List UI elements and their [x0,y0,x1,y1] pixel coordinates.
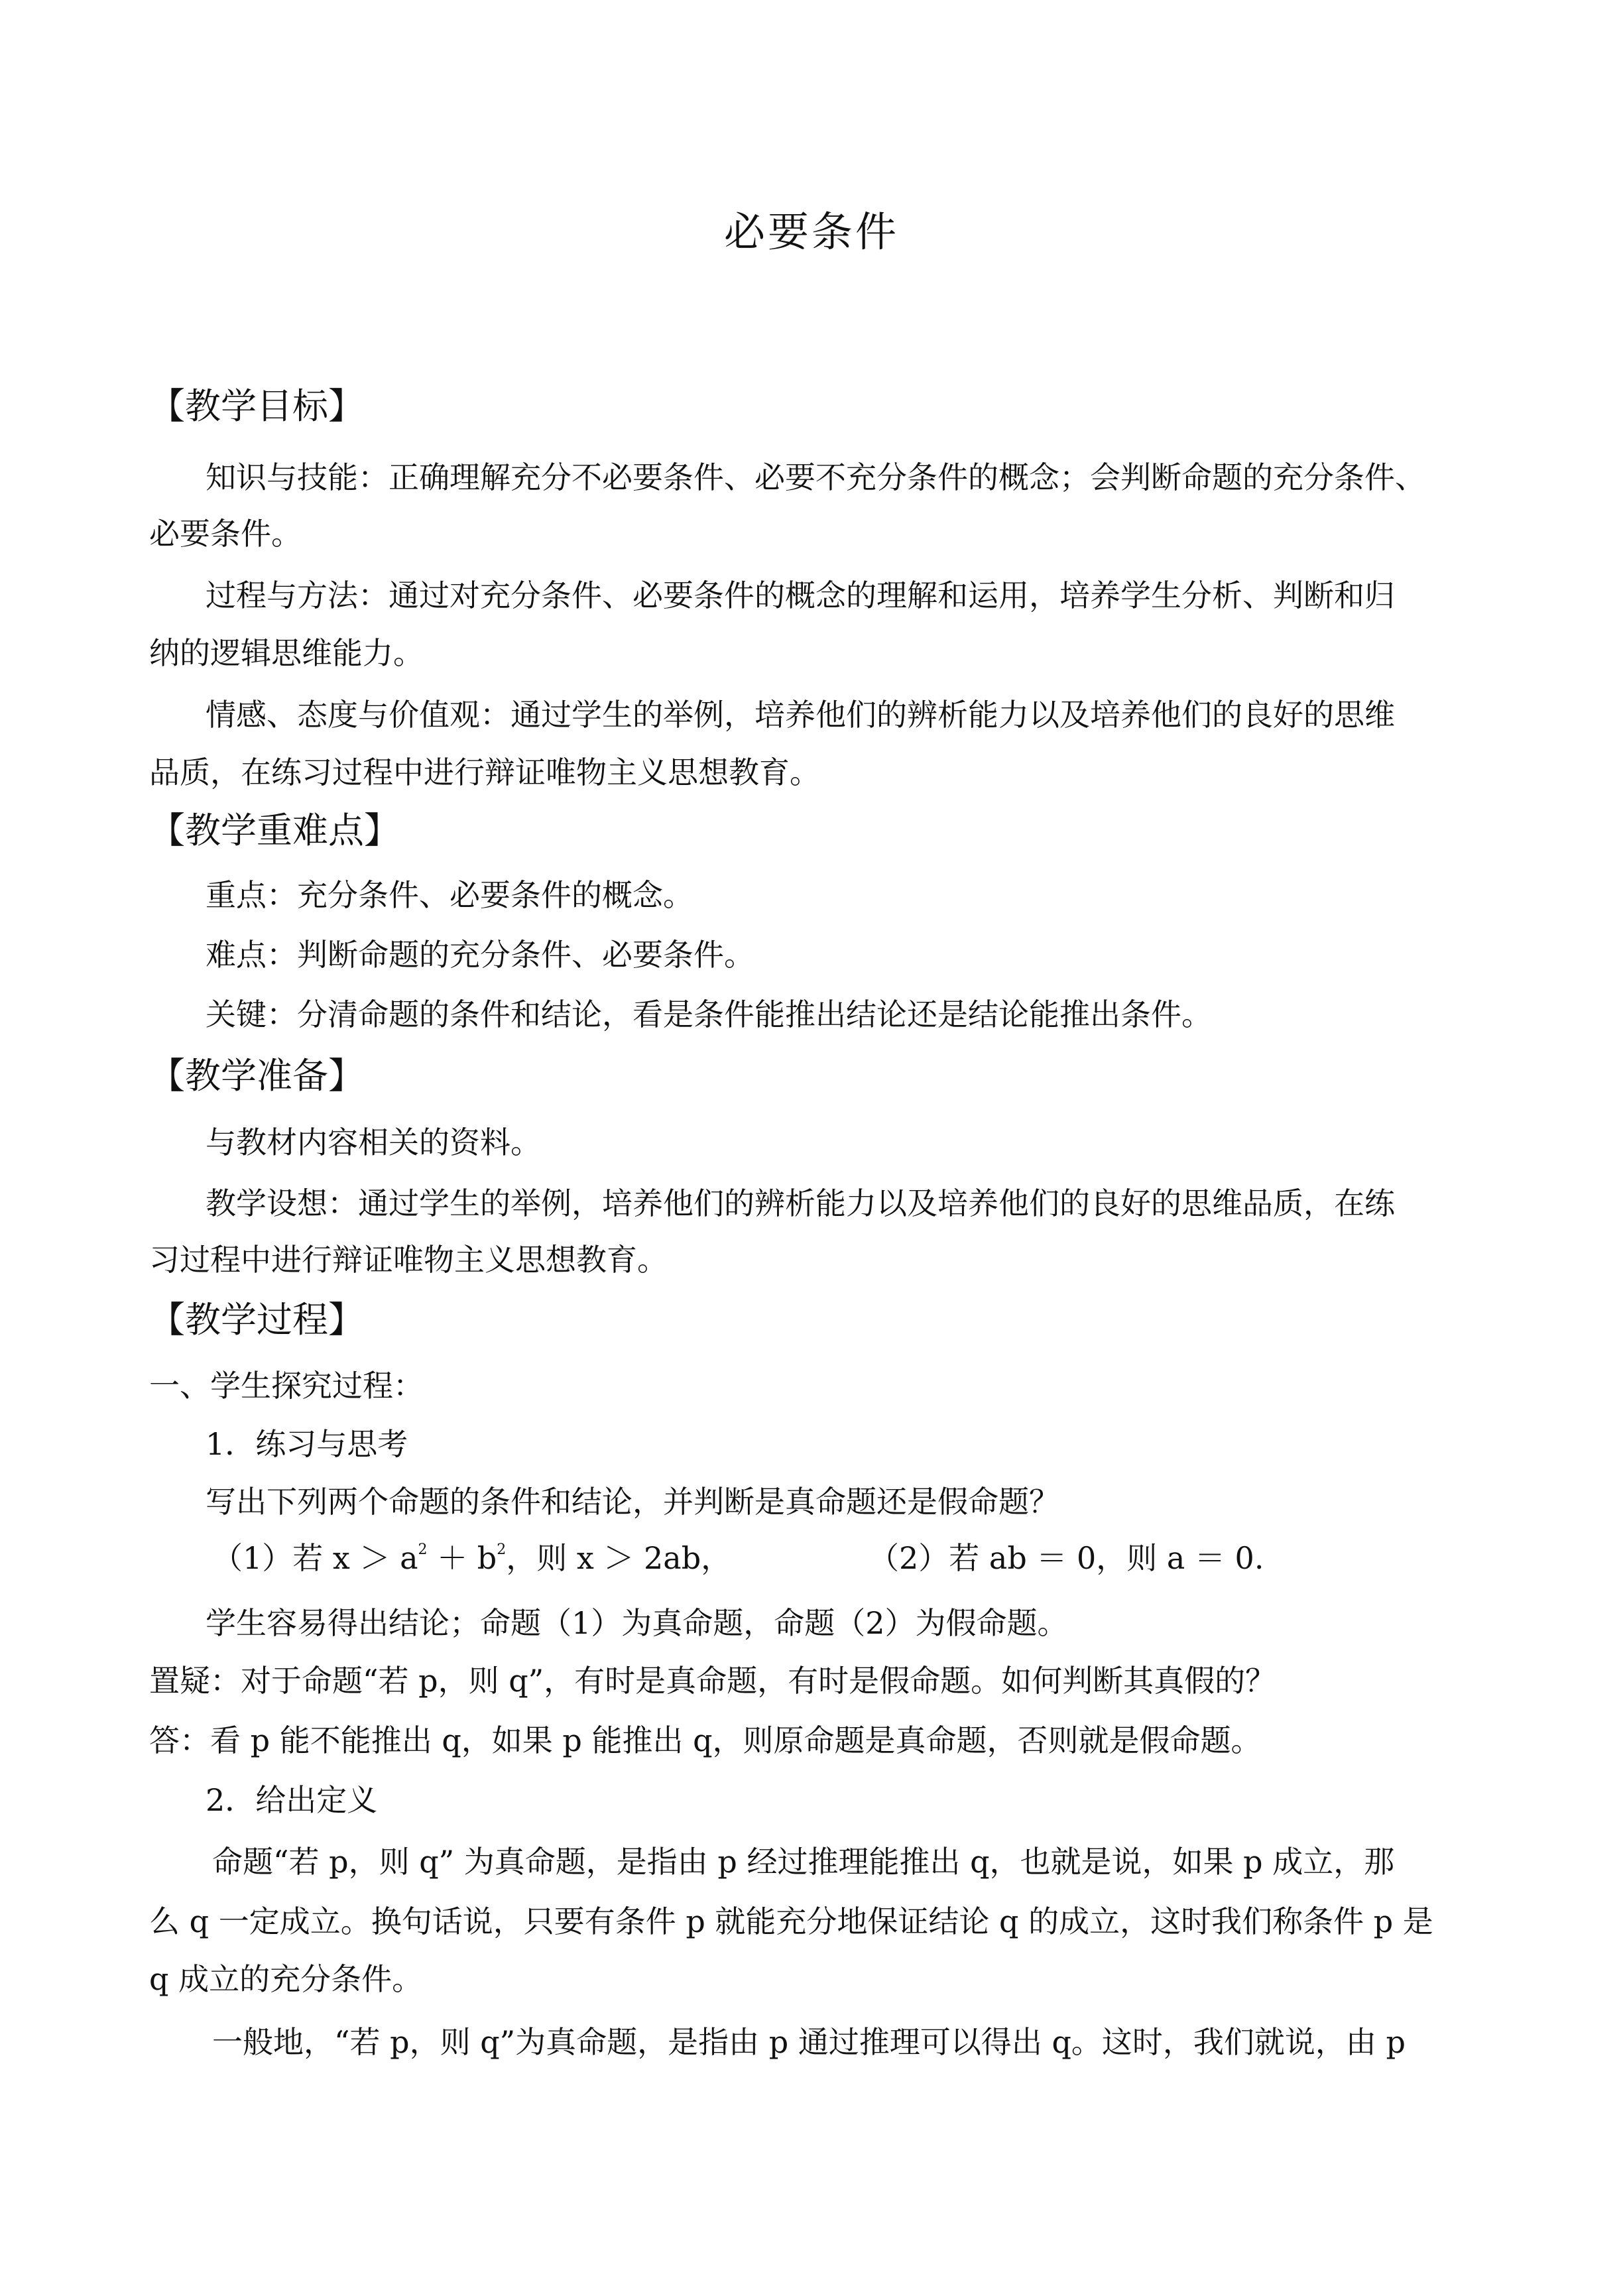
process-question: 写出下列两个命题的条件和结论，并判断是真命题还是假命题？ [206,1484,1059,1520]
process-doubt: 置疑：对于命题“若 p，则 q”，有时是真命题，有时是假命题。如何判断其真假的？ [149,1663,1276,1699]
objective-attitude-line1: 情感、态度与价值观：通过学生的举例，培养他们的辨析能力以及培养他们的良好的思维 [206,697,1395,733]
key-point-difficult: 难点：判断命题的充分条件、必要条件。 [206,937,754,973]
general-line1: 一般地，“若 p，则 q”为真命题，是指由 p 通过推理可以得出 q。这时，我们就说，由 p [212,2024,1406,2060]
definition-line1: 命题“若 p，则 q” 为真命题，是指由 p 经过推理能推出 q，也就是说，如果 p 成立，那 [212,1844,1395,1880]
proposition-row [206,1538,1482,1578]
proposition-1: （1）若 $x > a^2 + b^2$，则 x ＞ 2ab， [212,1540,732,1576]
preparation-idea-line2: 习过程中进行辩证唯物主义思想教育。 [149,1242,668,1278]
objective-attitude-line2: 品质，在练习过程中进行辩证唯物主义思想教育。 [149,755,820,790]
preparation-idea-line1: 教学设想：通过学生的举例，培养他们的辨析能力以及培养他们的良好的思维品质，在练 [206,1185,1395,1221]
objective-knowledge-line2: 必要条件。 [149,516,302,552]
section-heading-process: 【教学过程】 [149,1299,364,1341]
page-title: 必要条件 [723,208,899,256]
section-heading-objectives: 【教学目标】 [149,385,364,427]
definition-line2: 么 q 一定成立。换句话说，只要有条件 p 就能充分地保证结论 q 的成立，这时我们称条件 p 是 [149,1903,1433,1939]
section-heading-preparation: 【教学准备】 [149,1055,364,1097]
preparation-materials: 与教材内容相关的资料。 [206,1124,541,1160]
section-heading-key-points: 【教学重难点】 [149,810,400,851]
process-conclusion: 学生容易得出结论；命题（1）为真命题，命题（2）为假命题。 [206,1605,1068,1641]
key-point-important: 重点：充分条件、必要条件的概念。 [206,877,693,913]
proposition-2: （2）若 ab ＝ 0，则 a ＝ 0. [869,1540,1264,1576]
process-step2: 2．给出定义 [206,1782,378,1818]
key-point-key: 关键：分清命题的条件和结论，看是条件能推出结论还是结论能推出条件。 [206,997,1212,1032]
process-step1: 1．练习与思考 [206,1426,408,1462]
definition-line3: q 成立的充分条件。 [149,1961,423,1997]
process-answer: 答：看 p 能不能推出 q，如果 p 能推出 q，则原命题是真命题，否则就是假命题。 [149,1722,1262,1758]
process-part1: 一、学生探究过程： [149,1368,424,1404]
objective-process-line1: 过程与方法：通过对充分条件、必要条件的概念的理解和运用，培养学生分析、判断和归 [206,577,1395,613]
objective-knowledge-line1: 知识与技能：正确理解充分不必要条件、必要不充分条件的概念；会判断命题的充分条件、 [206,459,1425,495]
objective-process-line2: 纳的逻辑思维能力。 [149,635,424,671]
